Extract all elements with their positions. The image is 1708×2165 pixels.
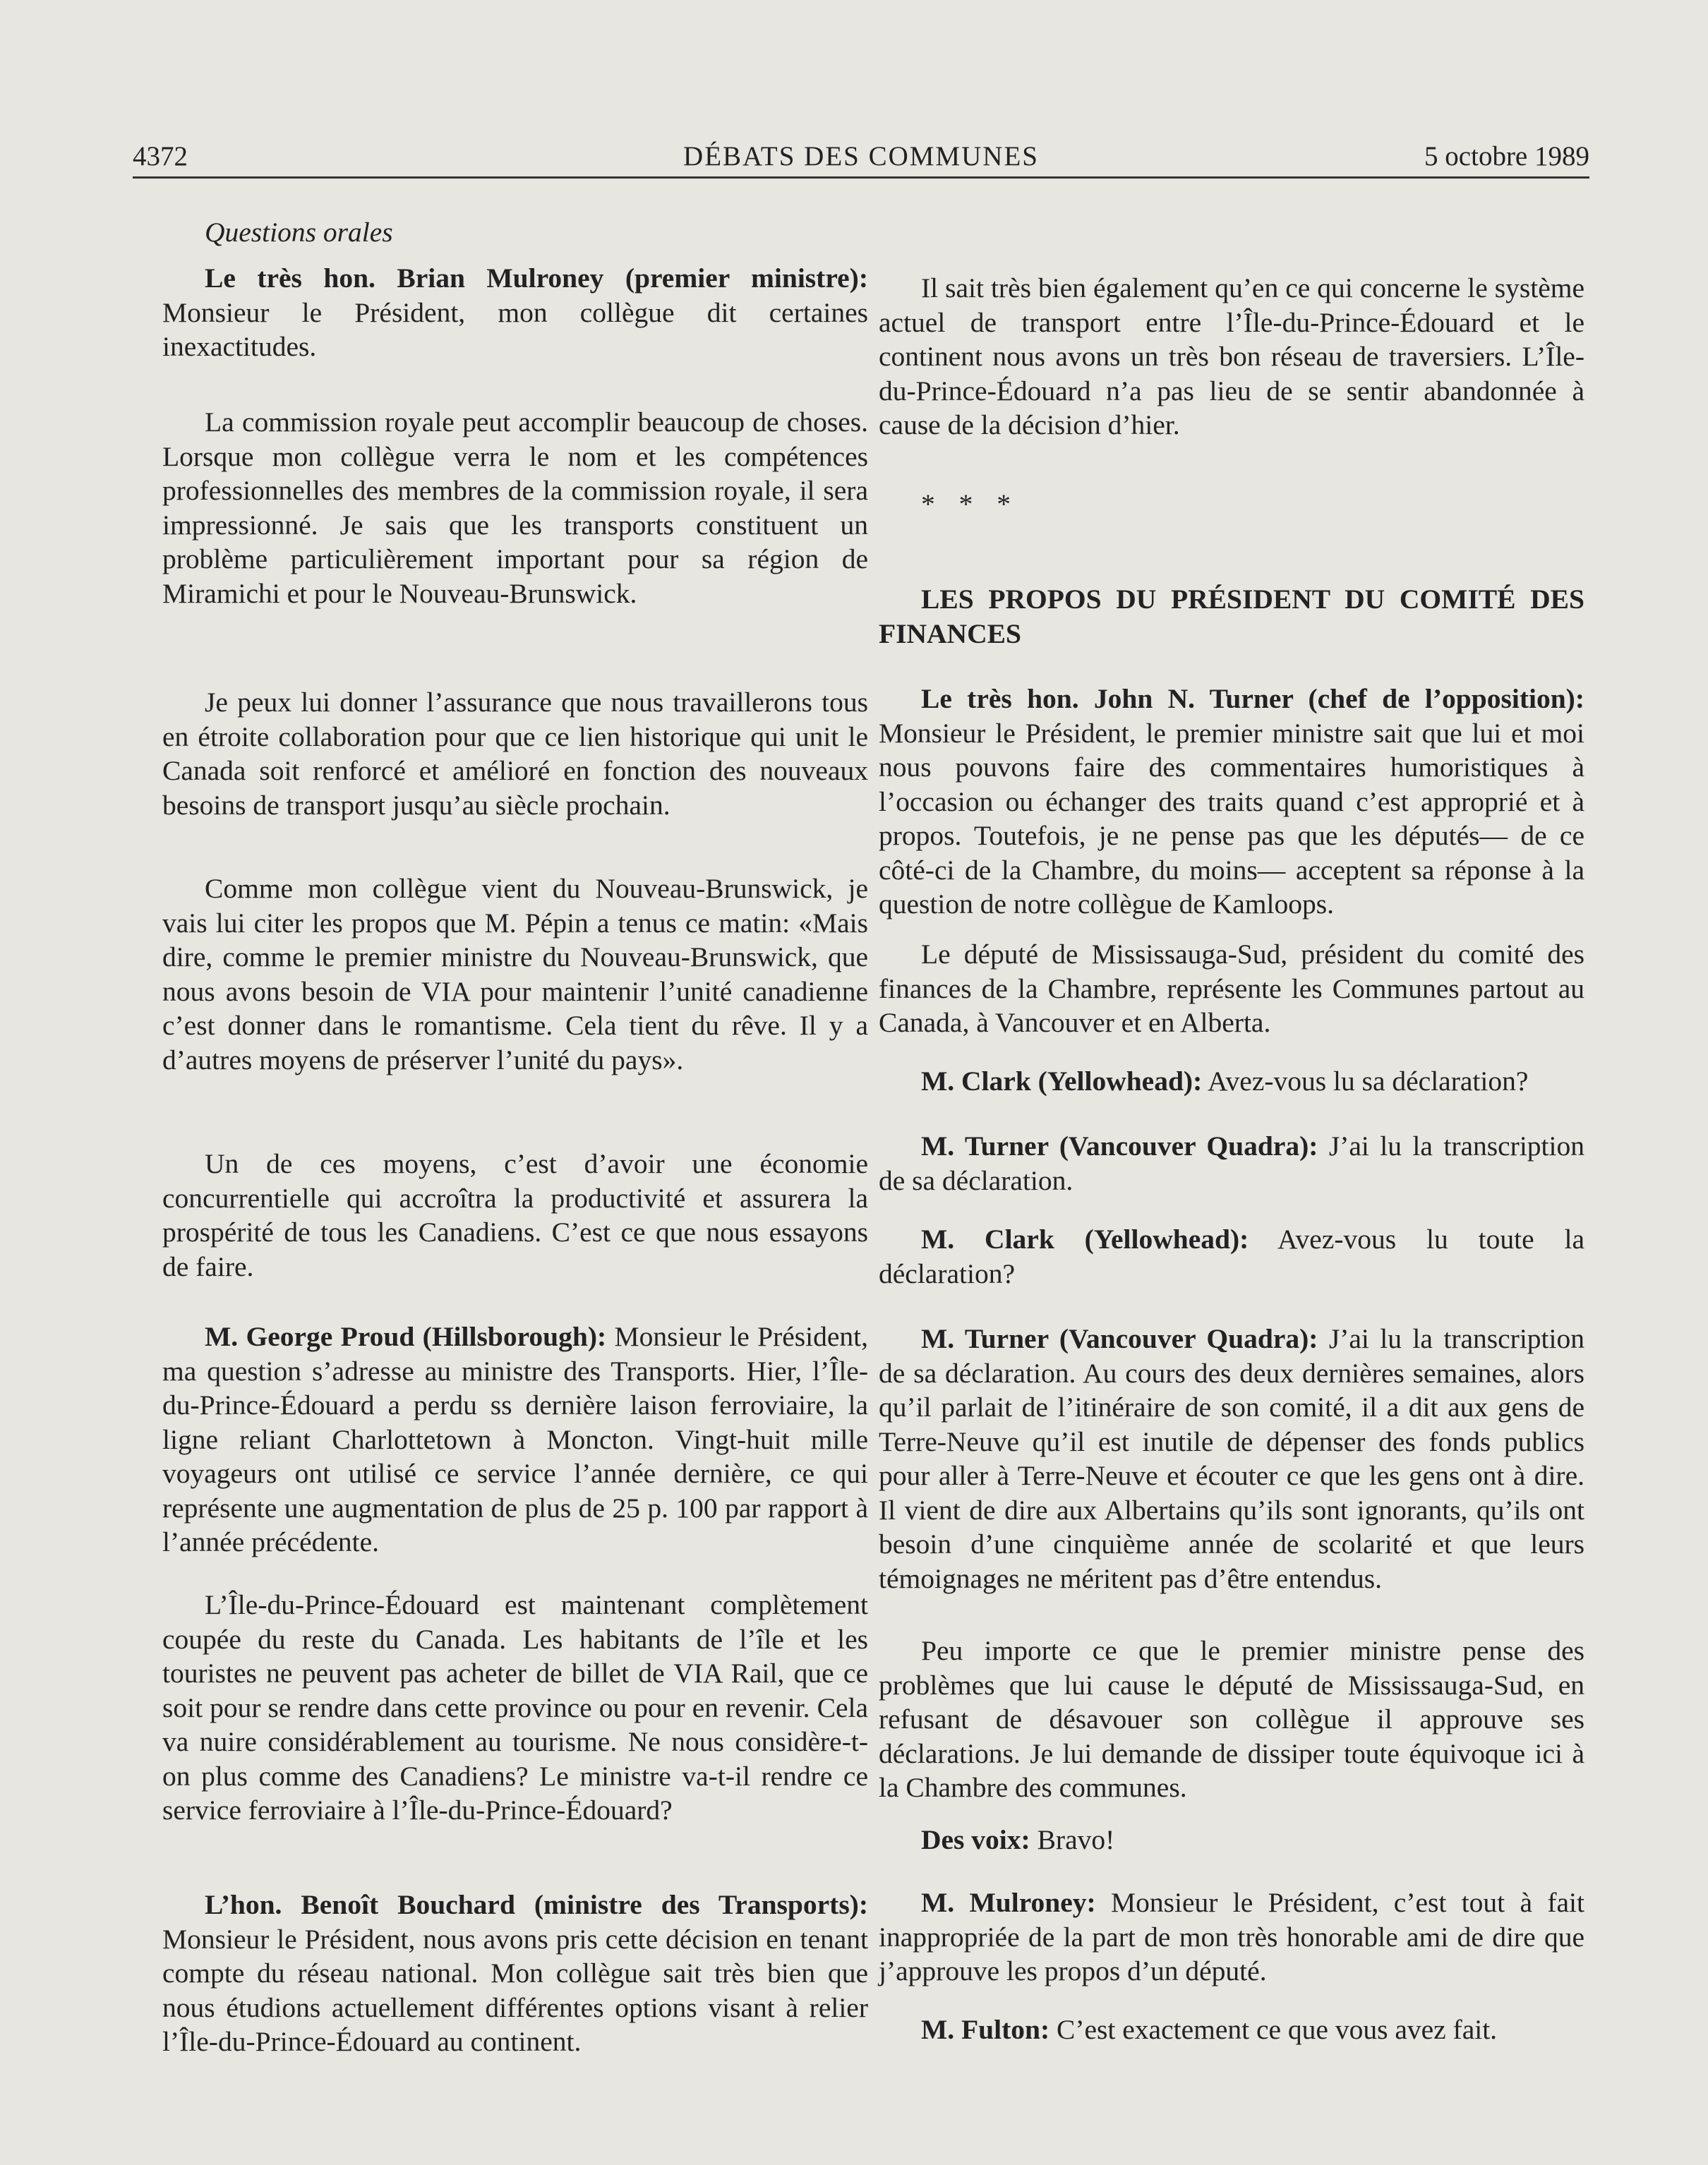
paragraph: [879, 1222, 1584, 1291]
speech-text: C’est exactement ce que vous avez fait.: [1050, 2014, 1498, 2045]
paragraph: L’Île-du-Prince-Édouard est maintenant complètement coupée du reste du Canada. Les habitants de l’île et les touristes ne peuvent pas acheter de billet de VIA Rail, que ce soit pour se rendre dans cette province ou pour en revenir. Cela va nuire considérablement au tourisme. Ne nous considère-t-on plus comme des Canadiens? Le ministre va-t-il rendre ce service ferroviaire à l’Île-du-Prince-Édouard?: [162, 1589, 868, 1826]
paragraph: [879, 1129, 1584, 1198]
speaker-name: Le très hon. Brian Mulroney (premier ministre):: [205, 263, 868, 294]
header-rule: [133, 176, 1589, 179]
paragraph: Un de ces moyens, c’est d’avoir une économie concurrentielle qui accroîtra la productivité et assurera la prospérité de tous les Canadiens. C’est ce que nous essayons de faire.: [162, 1148, 868, 1282]
speech-text: Monsieur le Président, c’est tout à fait inappropriée de la part de mon très honorable ami de dire que j’approuve les propos d’un député.: [879, 1887, 1584, 1986]
speaker-name: M. Clark (Yellowhead):: [921, 1066, 1203, 1097]
paragraph: Le député de Mississauga-Sud, président du comité des finances de la Chambre, représente les Communes partout au Canada, à Vancouver et en Alberta.: [879, 939, 1584, 1038]
paragraph: [879, 1886, 1584, 1989]
speech-text: Monsieur le Président, mon collègue dit certaines inexactitudes.: [162, 296, 868, 362]
paragraph: [879, 1064, 1584, 1099]
running-header: [133, 140, 1589, 174]
speaker-name: M. George Proud (Hillsborough):: [205, 1321, 607, 1352]
paragraph: [162, 1888, 868, 2059]
publication-title: DÉBATS DES COMMUNES: [683, 141, 1039, 171]
speech-text: J’ai lu la transcription de sa déclaration. Au cours des deux dernières semaines, alors qu’il parlait de l’itinéraire de son comité, il a dit aux gens de Terre-Neuve qu’il est inutile de dépenser des fonds publics pour aller à Terre-Neuve et écouter ce que les gens ont à dire. Il vient de dire aux Albertains qu’ils sont ignorants, qu’ils ont besoin d’une cinquième année de scolarité et que leurs témoignages ne méritent pas d’être entendus.: [879, 1323, 1584, 1594]
speaker-name: M. Clark (Yellowhead):: [921, 1224, 1249, 1255]
speech-text: J’ai lu la transcription de sa déclaration.: [879, 1130, 1584, 1196]
speaker-name: M. Turner (Vancouver Quadra):: [921, 1130, 1318, 1162]
paragraph: Comme mon collègue vient du Nouveau-Brunswick, je vais lui citer les propos que M. Pépin a tenus ce matin: «Mais dire, comme le premier ministre du Nouveau-Brunswick, que nous avons besoin de VIA pour maintenir l’unité canadienne c’est donner dans le romantisme. Cela tient du rêve. Il y a d’autres moyens de préserver l’unité du pays».: [162, 873, 868, 1075]
section-heading: LES PROPOS DU PRÉSIDENT DU COMITÉ DES FINANCES: [879, 584, 1584, 649]
speaker-name: M. Turner (Vancouver Quadra):: [921, 1323, 1318, 1354]
paragraph: La commission royale peut accomplir beaucoup de choses. Lorsque mon collègue verra le nom et les compétences professionnelles des membres de la commission royale, il sera impressionné. Je sais que les transports constituent un problème particulièrement important pour sa région de Miramichi et pour le Nouveau-Brunswick.: [162, 406, 868, 609]
paragraph: [162, 261, 868, 364]
speaker-name: Des voix:: [921, 1824, 1030, 1855]
section-subhead: Questions orales: [205, 217, 393, 248]
paragraph: [162, 1320, 868, 1560]
speech-text: Monsieur le Président, ma question s’adresse au ministre des Transports. Hier, l’Île-du-Prince-Édouard a perdu ss dernière laison ferroviaire, la ligne reliant Charlottetown à Moncton. Vingt-huit mille voyageurs ont utilisé ce service l’année dernière, ce qui représente une augmentation de plus de 25 p. 100 par rapport à l’année précédente.: [162, 1321, 868, 1557]
speech-text: Avez-vous lu toute la déclaration?: [879, 1224, 1585, 1289]
speaker-name: M. Fulton:: [921, 2014, 1050, 2045]
speaker-name: L’hon. Benoît Bouchard (ministre des Transports):: [205, 1889, 868, 1920]
speech-text: Monsieur le Président, le premier ministre sait que lui et moi nous pouvons faire des commentaires humoristiques à l’occasion ou échanger des traits quand c’est approprié et à propos. Toutefois, je ne pense pas que les députés— de ce côté-ci de la Chambre, du moins— acceptent sa réponse à la question de notre collègue de Kamloops.: [879, 717, 1584, 919]
speaker-name: Le très hon. John N. Turner (chef de l’opposition):: [921, 683, 1584, 714]
publication-date: 5 octobre 1989: [1424, 141, 1589, 171]
paragraph: [879, 1823, 1584, 1857]
page-number: 4372: [133, 141, 188, 171]
section-separator: * * *: [921, 488, 1019, 519]
speech-text: Monsieur le Président, nous avons pris cette décision en tenant compte du réseau national. Mon collègue sait très bien que nous étudions actuellement différentes options visant à relier l’Île-du-Prince-Édouard au continent.: [162, 1923, 868, 2057]
paragraph: [879, 1322, 1584, 1596]
paragraph: Il sait très bien également qu’en ce qui concerne le système actuel de transport entre l’Île-du-Prince-Édouard et le continent nous avons un très bon réseau de traversiers. L’Île-du-Prince-Édouard n’a pas lieu de se sentir abandonnée à cause de la décision d’hier.: [879, 272, 1584, 440]
speech-text: Bravo!: [1030, 1824, 1115, 1855]
paragraph: [879, 682, 1584, 922]
paragraph: Je peux lui donner l’assurance que nous travaillerons tous en étroite collaboration pour que ce lien historique qui unit le Canada soit renforcé et amélioré en fonction des nouveaux besoins de transport jusqu’au siècle prochain.: [162, 687, 868, 821]
speech-text: Avez-vous lu sa déclaration?: [1202, 1066, 1529, 1097]
paragraph: Peu importe ce que le premier ministre pense des problèmes que lui cause le député de Mississauga-Sud, en refusant de désavouer son collègue il approuve ses déclarations. Je lui demande de dissiper toute équivoque ici à la Chambre des communes.: [879, 1635, 1584, 1803]
speaker-name: M. Mulroney:: [921, 1887, 1096, 1918]
paragraph: [879, 2013, 1584, 2047]
